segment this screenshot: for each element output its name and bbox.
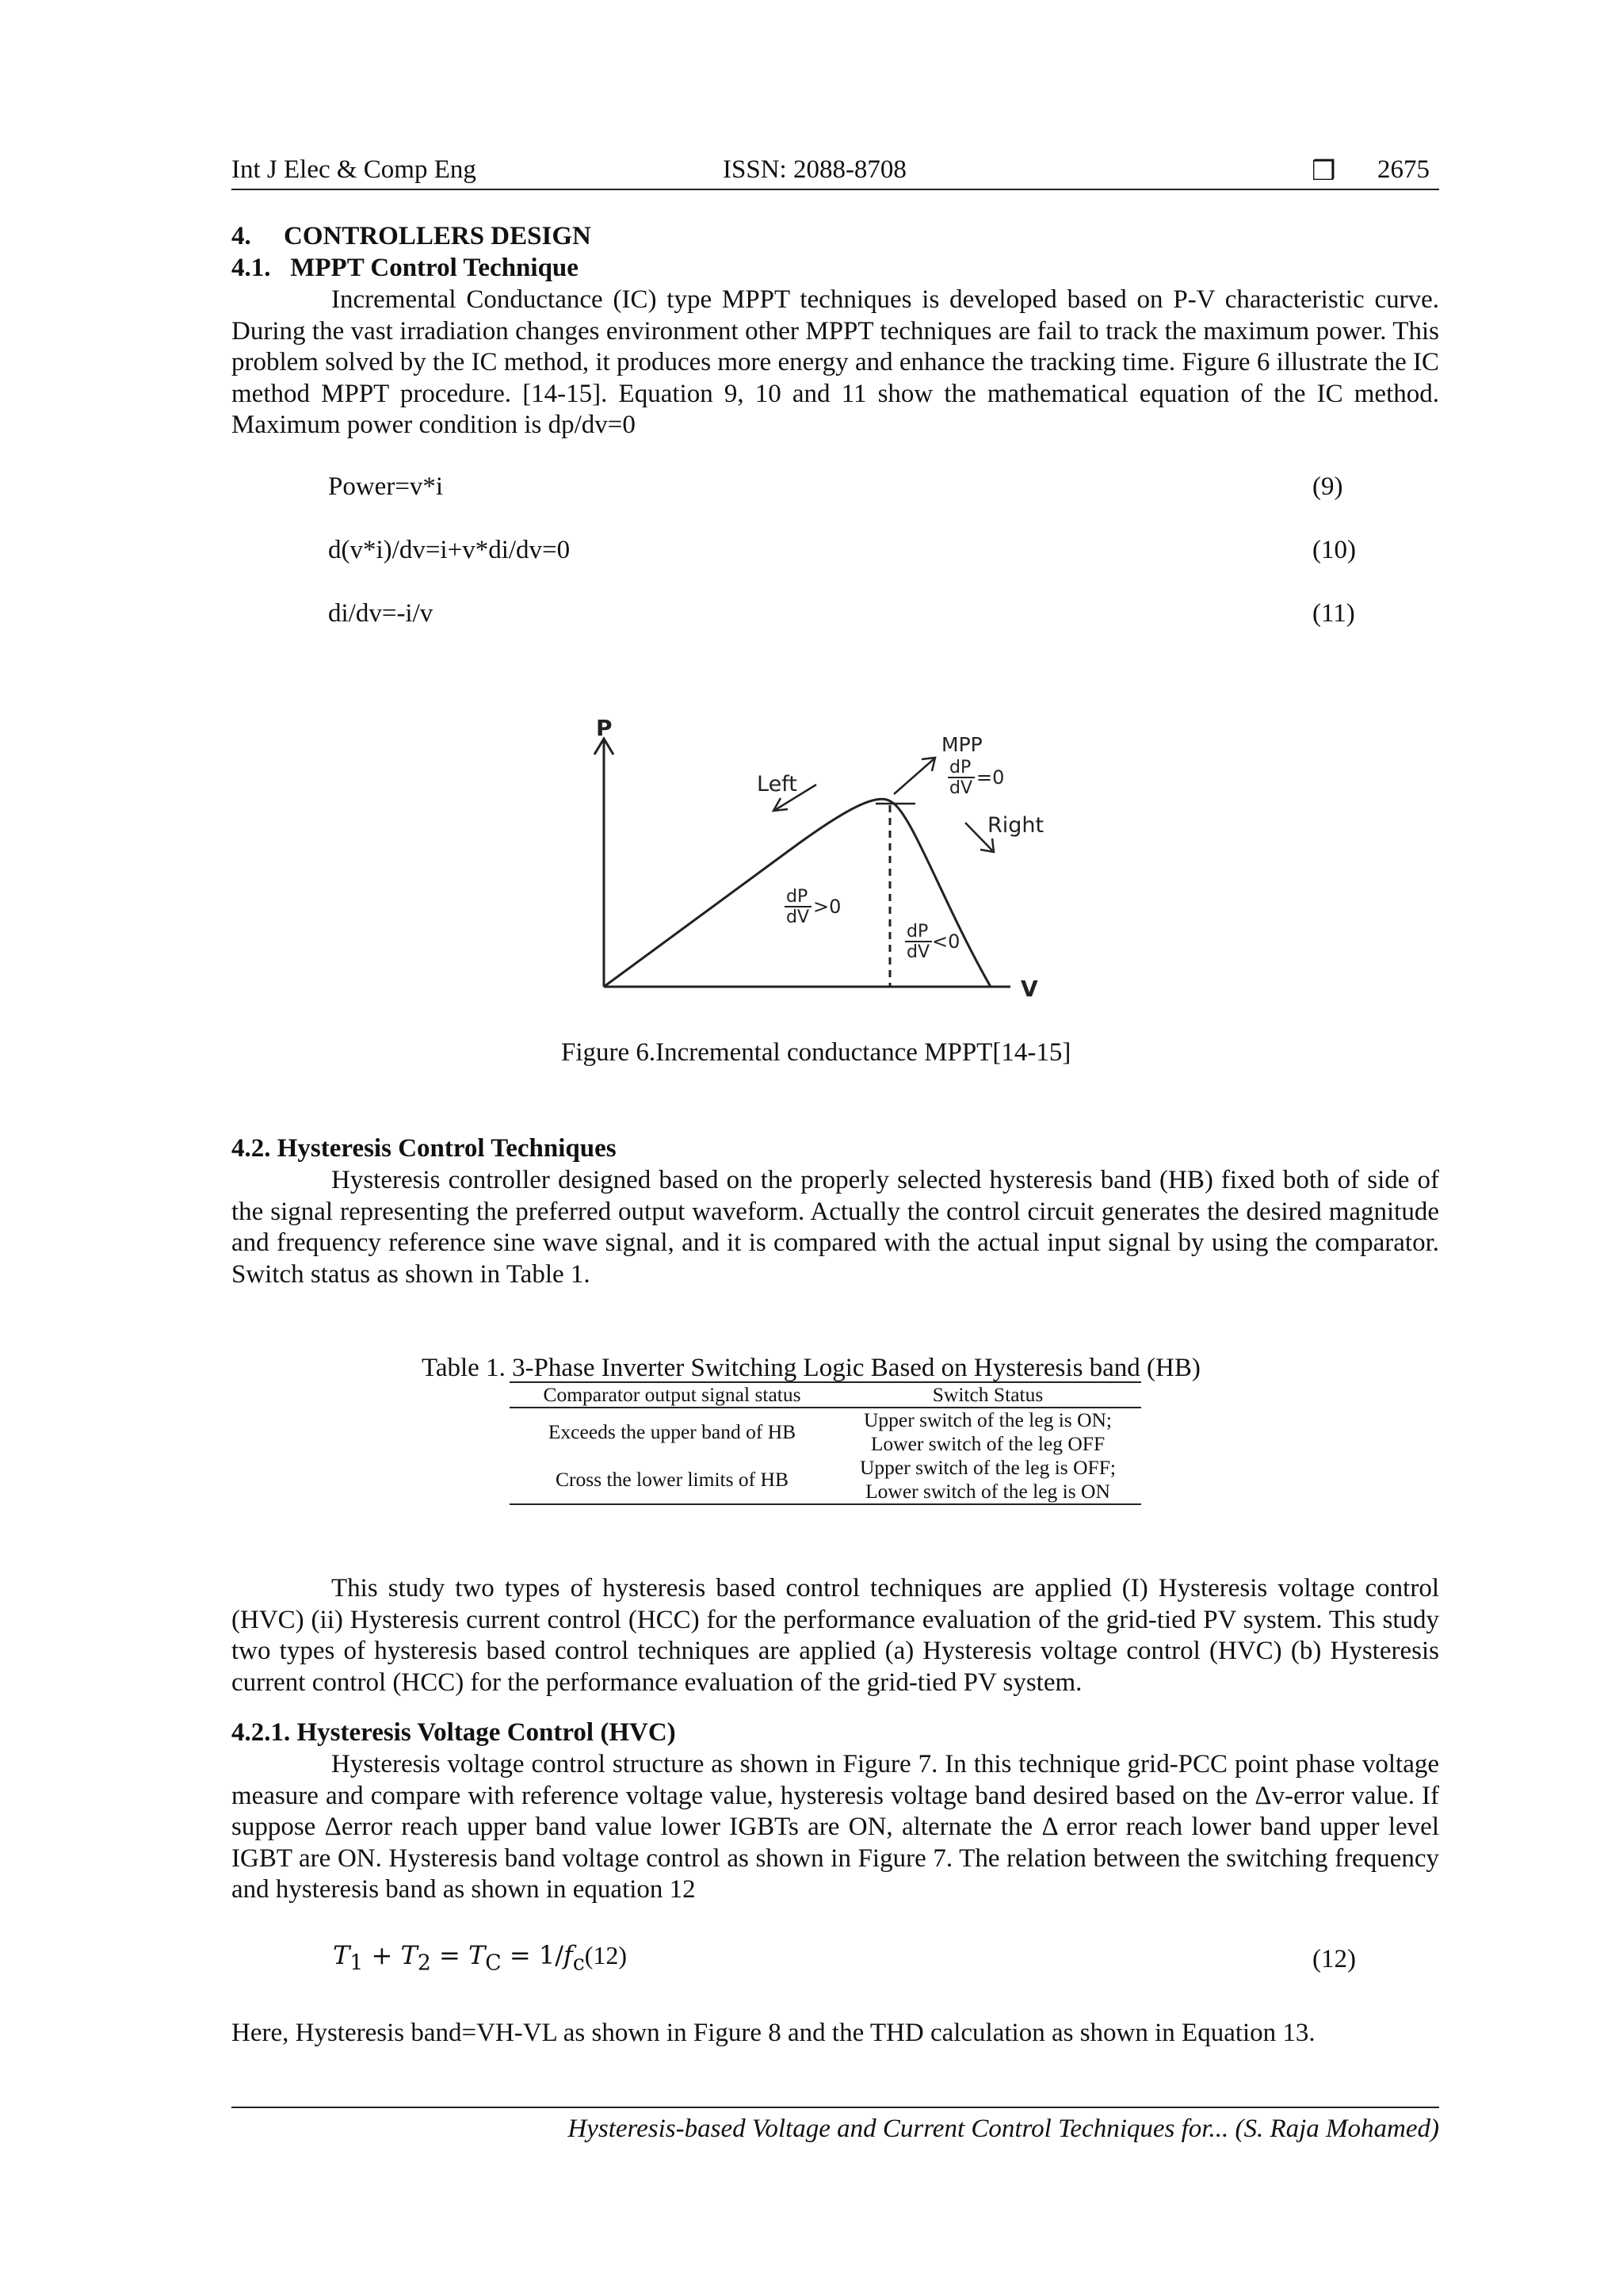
paragraph-4-2 [231, 1165, 1439, 1290]
paragraph-4-1-text: Incremental Conductance (IC) type MPPT techniques is developed based on P-V characteristic curve. During the vast irradiation changes environment other MPPT techniques are fail to track the maximum power. This problem solved by the IC method, it produces more energy and enhance the tracking time. Figure 6 illustrate the IC method MPPT procedure. [14-15]. Equation 9, 10 and 11 show the mathematical equation of the IC method. Maximum power condition is dp/dv=0 [231, 285, 1439, 439]
paragraph-study-text: This study two types of hysteresis based control techniques are applied (I) Hysteresis voltage control (HVC) (ii) Hysteresis current control (HCC) for the performance evaluation of the grid-tied PV system. This study two types of hysteresis based control techniques are applied (a) Hysteresis voltage control (HVC) (b) Hysteresis current control (HCC) for the performance evaluation of the grid-tied PV system. [231, 1574, 1439, 1697]
header-rule [231, 189, 1439, 190]
table-cell-status [834, 1456, 1141, 1504]
mpp-eq0-label: =0 [976, 766, 1005, 789]
eq12-sub1: 1 [349, 1950, 364, 1976]
table-cell-status-line2: Lower switch of the leg is ON [865, 1480, 1110, 1503]
table-1 [510, 1381, 1141, 1505]
equation-11: di/dv=-i/v [328, 599, 433, 628]
figure-6-caption: Figure 6.Incremental conductance MPPT[14-15] [561, 1038, 1071, 1067]
table-cell-status-line1: Upper switch of the leg is ON; [863, 1408, 1113, 1431]
equation-11-number: (11) [1312, 599, 1355, 628]
running-footer: Hysteresis-based Voltage and Current Control Techniques for... (S. Raja Mohamed) [567, 2115, 1439, 2143]
equation-10-number: (10) [1312, 536, 1356, 564]
footer-rule [231, 2107, 1439, 2108]
page-number: 2675 [1377, 155, 1430, 184]
table-header-row [510, 1382, 1141, 1408]
right-label: Right [987, 813, 1044, 838]
eq12-plus: + [363, 1940, 401, 1970]
table-header-switch-status: Switch Status [834, 1382, 1141, 1408]
section-4-2-1-title: 4.2.1. Hysteresis Voltage Control (HVC) [231, 1718, 676, 1747]
table-cell-status [834, 1408, 1141, 1456]
right-slope-dp-label: dP [907, 922, 929, 942]
eq12-equals-2: = [501, 1940, 539, 1970]
eq12-t2: T [400, 1940, 418, 1970]
table-cell-status-line1: Upper switch of the leg is OFF; [860, 1456, 1116, 1479]
left-slope-dp-label: dP [786, 887, 808, 907]
equation-9: Power=v*i [328, 472, 444, 501]
eq12-subc: C [485, 1950, 502, 1976]
right-slope-dv-label: dV [907, 942, 930, 962]
mpp-label: MPP [941, 733, 983, 756]
paragraph-study [231, 1573, 1439, 1698]
table-header-comparator: Comparator output signal status [510, 1382, 834, 1408]
mpp-dv-label: dV [949, 778, 973, 798]
table-cell-status-line2: Lower switch of the leg OFF [870, 1432, 1106, 1455]
square-box-icon: ❒ [1312, 157, 1336, 186]
mpp-arrow-icon [894, 759, 934, 794]
axis-label-p: P [596, 715, 613, 741]
right-slope-lt0-label: <0 [932, 930, 960, 953]
equation-12-number: (12) [1312, 1945, 1356, 1973]
equation-10: d(v*i)/dv=i+v*di/dv=0 [328, 536, 571, 564]
eq12-tc: T [468, 1940, 486, 1970]
table-row [510, 1456, 1141, 1504]
section-4-title: 4. CONTROLLERS DESIGN [231, 222, 591, 250]
table-row [510, 1408, 1141, 1456]
equation-12 [333, 1940, 627, 1975]
paragraph-here: Here, Hysteresis band=VH-VL as shown in Figure 8 and the THD calculation as shown in Equation 13. [231, 2019, 1316, 2047]
eq12-t1: T [333, 1940, 350, 1970]
axis-label-v: V [1021, 976, 1038, 999]
table-cell-condition: Cross the lower limits of HB [510, 1456, 834, 1504]
running-header-journal: Int J Elec & Comp Eng [231, 155, 476, 184]
paragraph-4-2-text: Hysteresis controller designed based on the properly selected hysteresis band (HB) fixed both of side of the signal representing the preferred output waveform. Actually the control circuit generates the desired magnitude and frequency reference sine wave signal, and it is compared with the actual input signal by using the comparator. Switch status as shown in Table 1. [231, 1166, 1439, 1289]
eq12-one-over: 1/ [538, 1940, 563, 1970]
table-1-caption: Table 1. 3-Phase Inverter Switching Logic Based on Hysteresis band (HB) [422, 1354, 1201, 1382]
running-header-issn: ISSN: 2088-8708 [723, 155, 907, 184]
table-cell-condition: Exceeds the upper band of HB [548, 1420, 796, 1443]
equation-9-number: (9) [1312, 472, 1343, 501]
eq12-equals: = [430, 1940, 468, 1970]
eq12-sub2: 2 [417, 1950, 431, 1976]
mpp-dp-label: dP [949, 758, 972, 777]
section-4-2-title: 4.2. Hysteresis Control Techniques [231, 1134, 617, 1163]
paragraph-4-2-1 [231, 1749, 1439, 1906]
eq12-f: f [563, 1940, 573, 1970]
paragraph-4-2-1-text: Hysteresis voltage control structure as shown in Figure 7. In this technique grid-PCC point phase voltage measure and compare with reference voltage value, hysteresis voltage band desired based on the Δv-error value. If suppose Δerror reach upper band value lower IGBTs are ON, alternate the Δ error reach lower band upper level IGBT are ON. Hysteresis band voltage control as shown in Figure 7. The relation between the switching frequency and hysteresis band as shown in equation 12 [231, 1750, 1439, 1904]
paragraph-4-1 [231, 285, 1439, 441]
figure-6-pv-curve [571, 697, 1078, 999]
eq12-sub-c: c [572, 1950, 585, 1976]
eq12-tail: (12) [584, 1941, 628, 1969]
left-slope-dv-label: dV [786, 907, 810, 927]
left-slope-gt0-label: >0 [813, 896, 842, 918]
left-label: Left [757, 772, 797, 797]
section-4-1-title: 4.1. MPPT Control Technique [231, 254, 579, 282]
